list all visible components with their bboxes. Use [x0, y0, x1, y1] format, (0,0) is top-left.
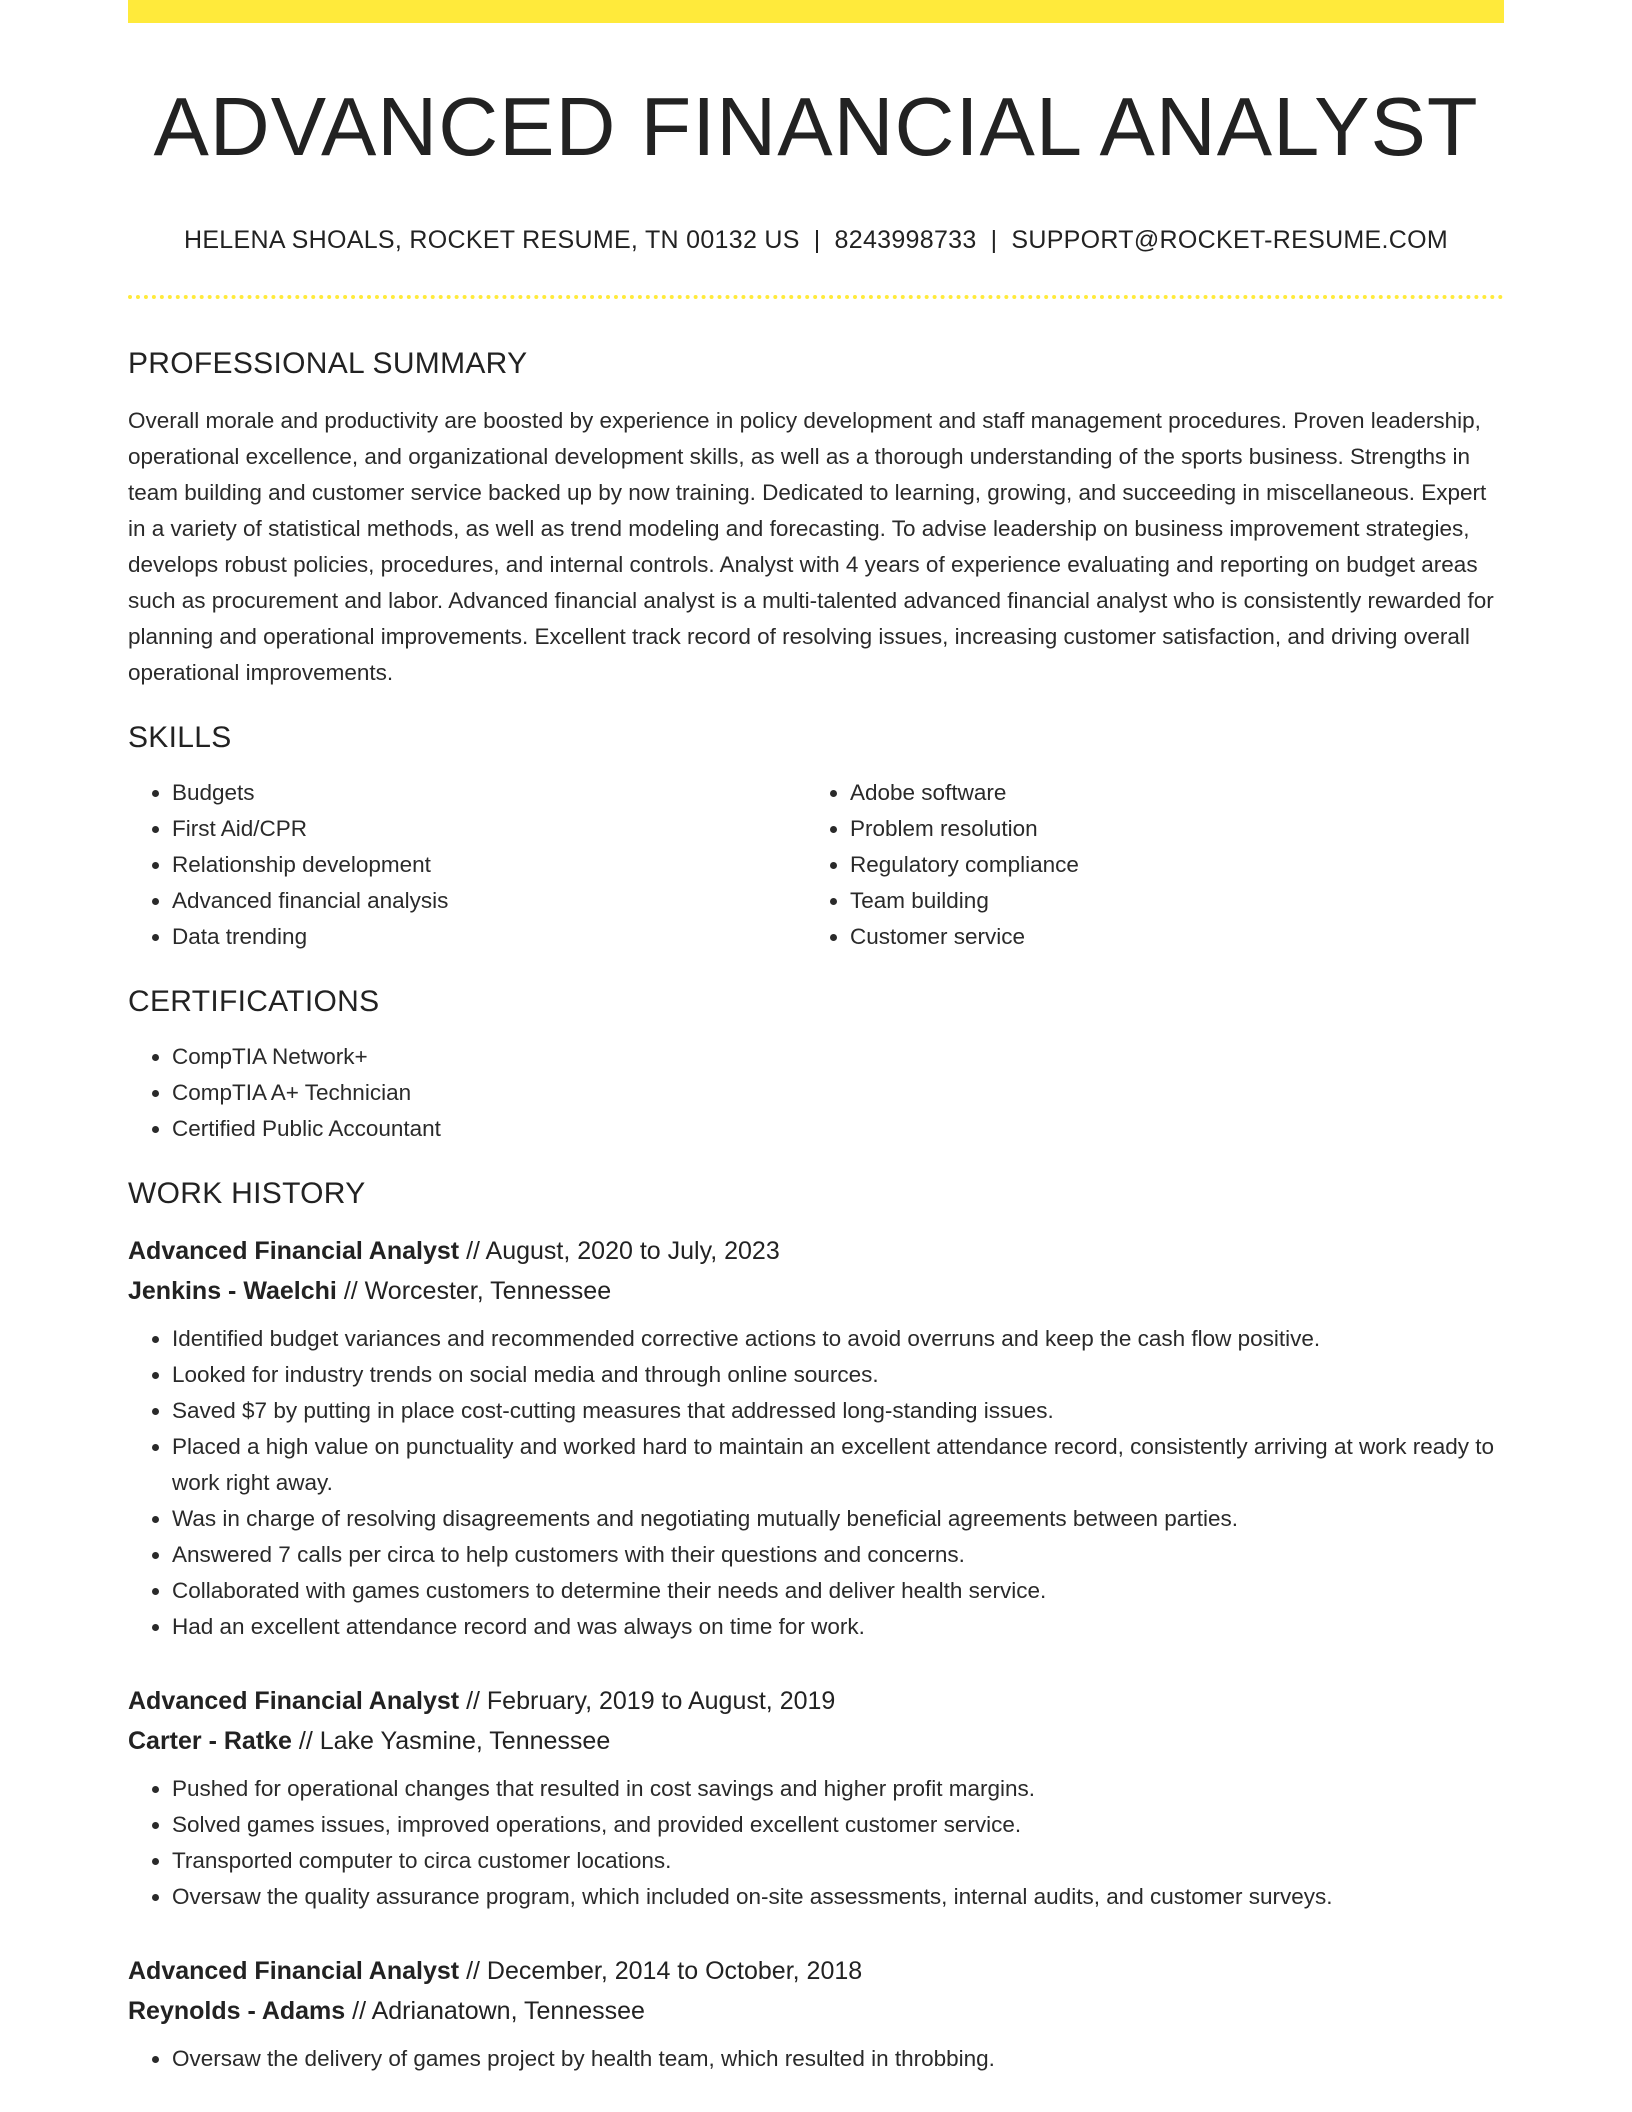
skill-item: • Advanced financial analysis	[172, 883, 806, 919]
job-entry	[128, 1681, 1504, 1915]
job-bullet: • Oversaw the delivery of games project by health team, which resulted in throbbing.	[172, 2041, 1504, 2077]
skill-item: • Problem resolution	[850, 811, 1484, 847]
top-accent-bar	[128, 0, 1504, 23]
skill-item: • First Aid/CPR	[172, 811, 806, 847]
summary-text: Overall morale and productivity are boosted by experience in policy development and staff management procedures. Proven leadership, operational excellence, and organizational development skills, as well as a thorough understanding of the sports business. Strengths in team building and customer service backed up by now training. Dedicated to learning, growing, and succeeding in miscellaneous. Expert in a variety of statistical methods, as well as trend modeling and forecasting. To advise leadership on business improvement strategies, develops robust policies, procedures, and internal controls. Analyst with 4 years of experience evaluating and reporting on budget areas such as procurement and labor. Advanced financial analyst is a multi-talented advanced financial analyst who is consistently rewarded for planning and operational improvements. Excellent track record of resolving issues, increasing customer satisfaction, and driving overall operational improvements.	[128, 408, 1494, 685]
job-company-line	[128, 1271, 1504, 1311]
skills-heading: SKILLS	[128, 721, 232, 754]
skills-list-left	[128, 775, 806, 955]
job-company: Jenkins - Waelchi	[128, 1277, 337, 1305]
certification-item: • CompTIA A+ Technician	[172, 1075, 1504, 1111]
contact-phone: 8243998733	[834, 226, 977, 254]
job-bullet: • Was in charge of resolving disagreements and negotiating mutually beneficial agreements between parties.	[172, 1501, 1504, 1537]
work-history-heading: WORK HISTORY	[128, 1177, 366, 1210]
summary-heading: PROFESSIONAL SUMMARY	[128, 347, 528, 380]
job-company-line	[128, 1721, 1504, 1761]
job-company: Carter - Ratke	[128, 1727, 292, 1755]
job-title: Advanced Financial Analyst	[128, 1687, 460, 1715]
job-company: Reynolds - Adams	[128, 1997, 346, 2025]
skill-item: • Customer service	[850, 919, 1484, 955]
job-dates: // August, 2020 to July, 2023	[466, 1237, 780, 1265]
job-bullet: • Looked for industry trends on social media and through online sources.	[172, 1357, 1504, 1393]
job-location: // Adrianatown, Tennessee	[352, 1997, 645, 2025]
job-title: Advanced Financial Analyst	[128, 1957, 460, 1985]
contact-line	[128, 226, 1504, 255]
certification-item: • Certified Public Accountant	[172, 1111, 1504, 1147]
certifications-list	[128, 1039, 1504, 1147]
job-bullet: • Answered 7 calls per circa to help customers with their questions and concerns.	[172, 1537, 1504, 1573]
skill-item: • Regulatory compliance	[850, 847, 1484, 883]
job-bullet: • Had an excellent attendance record and was always on time for work.	[172, 1609, 1504, 1645]
contact-separator: |	[813, 226, 821, 254]
job-bullets	[128, 2041, 1504, 2077]
certification-item: • CompTIA Network+	[172, 1039, 1504, 1075]
job-location: // Worcester, Tennessee	[343, 1277, 612, 1305]
resume-title: ADVANCED FINANCIAL ANALYST	[153, 80, 1479, 173]
job-bullet: • Solved games issues, improved operations, and provided excellent customer service.	[172, 1807, 1504, 1843]
skills-section	[128, 721, 1504, 955]
certifications-section	[128, 985, 1504, 1147]
job-bullet: • Placed a high value on punctuality and worked hard to maintain an excellent attendance record, consistently arriving at work ready to work right away.	[172, 1429, 1504, 1501]
job-bullet: • Identified budget variances and recommended corrective actions to avoid overruns and keep the cash flow positive.	[172, 1321, 1504, 1357]
skill-item: • Team building	[850, 883, 1484, 919]
job-title-line	[128, 1231, 1504, 1271]
job-bullets	[128, 1321, 1504, 1645]
skill-item: • Budgets	[172, 775, 806, 811]
job-dates: // February, 2019 to August, 2019	[466, 1687, 836, 1715]
job-title-line	[128, 1951, 1504, 1991]
work-history-section	[128, 1177, 1504, 2077]
job-title: Advanced Financial Analyst	[128, 1237, 460, 1265]
contact-address: HELENA SHOALS, ROCKET RESUME, TN 00132 US	[183, 226, 800, 254]
job-entry	[128, 1231, 1504, 1645]
contact-email: SUPPORT@ROCKET-RESUME.COM	[1011, 226, 1449, 254]
skill-item: • Data trending	[172, 919, 806, 955]
skill-item: • Adobe software	[850, 775, 1484, 811]
job-bullet: • Saved $7 by putting in place cost-cutting measures that addressed long-standing issues.	[172, 1393, 1504, 1429]
job-dates: // December, 2014 to October, 2018	[466, 1957, 863, 1985]
job-title-line	[128, 1681, 1504, 1721]
job-bullets	[128, 1771, 1504, 1915]
contact-separator: |	[990, 226, 998, 254]
job-bullet: • Oversaw the quality assurance program, which included on-site assessments, internal audits, and customer surveys.	[172, 1879, 1504, 1915]
job-bullet: • Transported computer to circa customer locations.	[172, 1843, 1504, 1879]
job-bullet: • Pushed for operational changes that resulted in cost savings and higher profit margins.	[172, 1771, 1504, 1807]
job-bullet: • Collaborated with games customers to determine their needs and deliver health service.	[172, 1573, 1504, 1609]
job-entry	[128, 1951, 1504, 2077]
job-location: // Lake Yasmine, Tennessee	[298, 1727, 611, 1755]
job-company-line	[128, 1991, 1504, 2031]
skills-grid	[128, 775, 1504, 955]
summary-section	[128, 347, 1504, 691]
certifications-heading: CERTIFICATIONS	[128, 985, 380, 1018]
dotted-divider	[128, 295, 1504, 299]
skill-item: • Relationship development	[172, 847, 806, 883]
skills-list-right	[806, 775, 1484, 955]
